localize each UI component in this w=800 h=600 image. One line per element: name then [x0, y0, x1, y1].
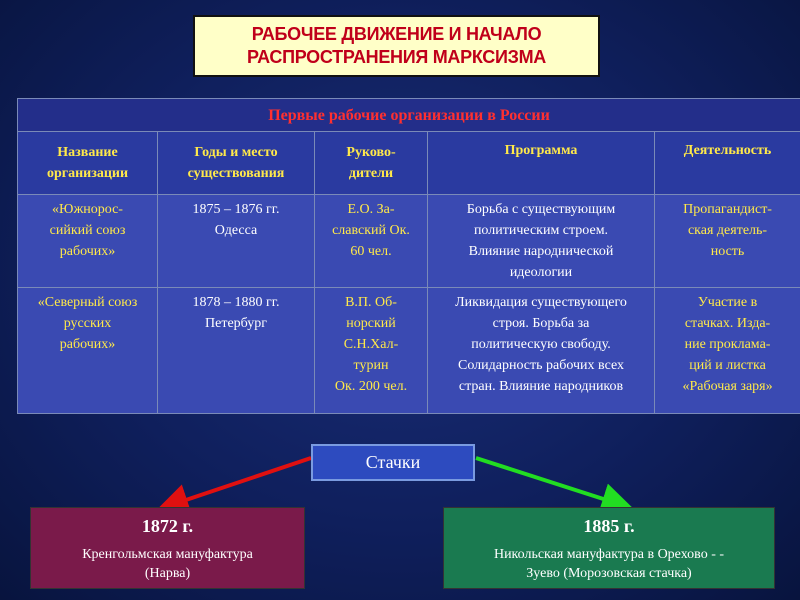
header-program-line: Программа [504, 143, 578, 158]
header-years-line: существования [187, 166, 285, 181]
cell-line: ние проклама- [684, 337, 771, 352]
cell-line: славский Ок. [332, 223, 410, 238]
cell-line: С.Н.Хал- [343, 337, 399, 352]
cell-program [428, 195, 655, 288]
cell-line: рабочих» [59, 244, 116, 259]
table-caption: Первые рабочие организации в России [18, 99, 800, 132]
cell-activity [655, 195, 800, 288]
cell-line: «Южнорос- [52, 202, 123, 217]
cell-program [428, 288, 655, 414]
arrow-right [476, 458, 622, 505]
cell-line: 1875 – 1876 гг. [192, 202, 280, 217]
title-line-1: РАБОЧЕЕ ДВИЖЕНИЕ И НАЧАЛО [251, 24, 542, 44]
header-leaders-line: дители [348, 166, 394, 181]
cell-line: ность [710, 244, 745, 259]
cell-line: 60 чел. [350, 244, 392, 259]
cell-name [18, 288, 158, 414]
cell-name [18, 195, 158, 288]
cell-line: Влияние народнической [468, 244, 614, 259]
cell-line: Ок. 200 чел. [334, 379, 408, 394]
header-leaders-line: Руково- [346, 145, 396, 160]
cell-line: 1878 – 1880 гг. [192, 295, 280, 310]
header-years [158, 132, 315, 195]
organizations-table [17, 98, 800, 414]
cell-line: турин [353, 358, 389, 373]
header-leaders [315, 132, 428, 195]
header-name [18, 132, 158, 195]
table-header-row [18, 132, 800, 195]
cell-line: «Рабочая заря» [682, 379, 773, 394]
header-years-line: Годы и место [194, 145, 278, 160]
cell-line: Участие в [697, 295, 758, 310]
table-row [18, 195, 800, 288]
cell-line: стран. Влияние народников [458, 379, 624, 394]
strike-description-line: Никольская мануфактура в Орехово - - [493, 547, 725, 562]
header-name-line: организации [46, 166, 129, 181]
cell-line: норский [346, 316, 396, 331]
cell-line: политическим строем. [473, 223, 609, 238]
cell-leaders [315, 195, 428, 288]
header-activity-line: Деятельность [683, 143, 772, 158]
cell-line: Пропагандист- [683, 202, 772, 217]
cell-line: «Северный союз [37, 295, 138, 310]
cell-leaders [315, 288, 428, 414]
arrow-left [168, 458, 311, 506]
cell-line: строя. Борьба за [492, 316, 590, 331]
cell-line: Петербург [205, 316, 267, 331]
cell-line: Одесса [214, 223, 258, 238]
strike-year: 1885 г. [583, 516, 635, 536]
table-row [18, 288, 800, 414]
cell-years [158, 288, 315, 414]
cell-years [158, 195, 315, 288]
header-name-line: Название [57, 145, 118, 160]
cell-line: Е.О. За- [347, 202, 395, 217]
cell-line: сийкий союз [49, 223, 126, 238]
cell-line: ций и листка [689, 358, 766, 373]
strike-description-line: Зуево (Морозовская стачка) [526, 566, 692, 581]
cell-line: ская деятель- [687, 223, 768, 238]
cell-line: идеологии [509, 265, 573, 280]
cell-line: В.П. Об- [345, 295, 397, 310]
strike-1872-box [30, 507, 305, 589]
cell-line: рабочих» [59, 337, 116, 352]
cell-line: политическую свободу. [471, 337, 611, 352]
cell-line: стачках. Изда- [684, 316, 771, 331]
strikes-label-box: Стачки [311, 444, 475, 481]
strike-year: 1872 г. [141, 516, 194, 536]
strike-1885-box [443, 507, 775, 589]
cell-line: Солидарность рабочих всех [458, 358, 624, 373]
header-program [428, 132, 655, 195]
cell-line: русских [63, 316, 112, 331]
cell-activity [655, 288, 800, 414]
cell-line: Борьба с существующим [466, 202, 616, 217]
strike-description [31, 545, 304, 583]
strike-description-line: (Нарва) [144, 566, 191, 581]
header-activity [655, 132, 800, 195]
title-line-2: РАСПРОСТРАНЕНИЯ МАРКСИЗМА [247, 47, 546, 67]
cell-line: Ликвидация существующего [455, 295, 627, 310]
page-title [193, 15, 600, 77]
strike-description [444, 545, 774, 583]
strike-description-line: Кренгольмская мануфактура [82, 547, 253, 562]
